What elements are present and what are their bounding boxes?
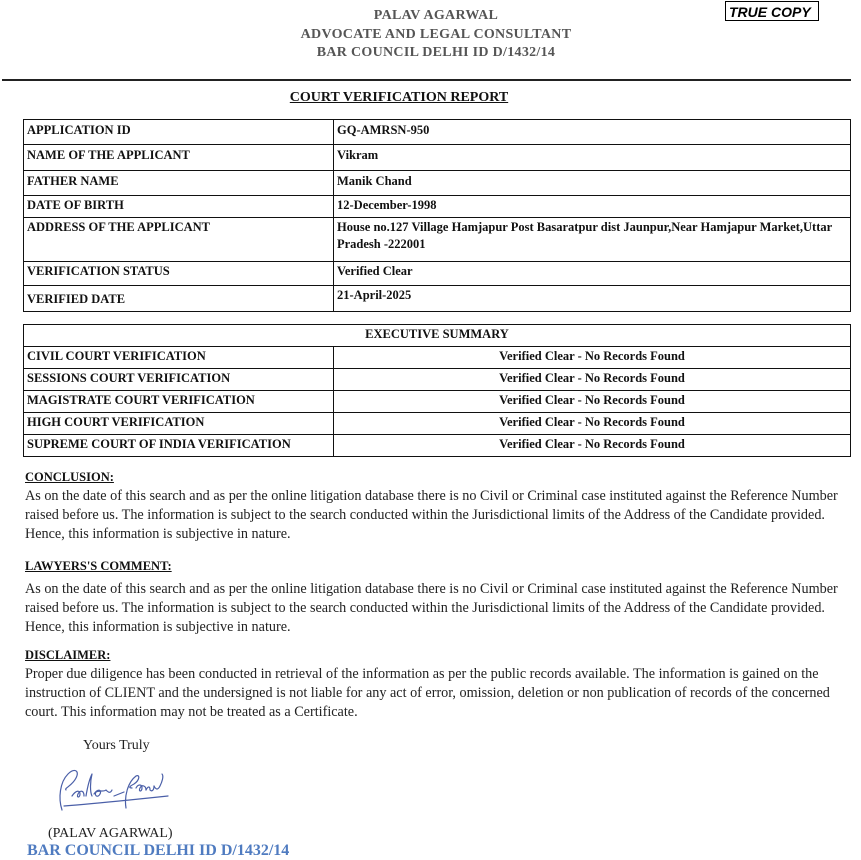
field-label: APPLICATION ID	[24, 120, 334, 145]
field-label: VERIFICATION STATUS	[24, 262, 334, 286]
table-row	[24, 171, 851, 196]
court-status: Verified Clear - No Records Found	[334, 391, 851, 413]
field-label: VERIFIED DATE	[24, 286, 334, 312]
table-row	[24, 218, 851, 262]
signatory-bar-id: BAR COUNCIL DELHI ID D/1432/14	[27, 842, 290, 859]
conclusion-text: As on the date of this search and as per the online litigation database there is no Civil or Criminal case instituted against the Reference Number raised before us. The information is subject to the search conducted within the Jurisdictional limits of the Address of the Candidate provided. Hence, this information is subjective in nature.	[25, 488, 838, 542]
table-row	[24, 391, 851, 413]
court-label: CIVIL COURT VERIFICATION	[24, 347, 334, 369]
signature-icon	[50, 760, 180, 820]
field-value: Verified Clear	[334, 262, 851, 286]
executive-summary-heading: EXECUTIVE SUMMARY	[24, 325, 851, 347]
field-value: House no.127 Village Hamjapur Post Basaratpur dist Jaunpur,Near Hamjapur Market,Uttar Pradesh -222001	[334, 218, 851, 262]
field-label: FATHER NAME	[24, 171, 334, 196]
field-label: NAME OF THE APPLICANT	[24, 145, 334, 171]
closing-salutation: Yours Truly	[83, 738, 150, 753]
field-label: ADDRESS OF THE APPLICANT	[24, 218, 334, 262]
field-value: 21-April-2025	[334, 286, 851, 312]
court-label: MAGISTRATE COURT VERIFICATION	[24, 391, 334, 413]
field-value: Manik Chand	[334, 171, 851, 196]
court-label: SUPREME COURT OF INDIA VERIFICATION	[24, 435, 334, 457]
executive-summary-table	[23, 324, 851, 457]
advocate-bar-id: BAR COUNCIL DELHI ID D/1432/14	[316, 45, 556, 60]
lawyers-comment-text: As on the date of this search and as per the online litigation database there is no Civil or Criminal case instituted against the Reference Number raised before us. The information is subject to the search conducted within the Jurisdictional limits of the Address of the Candidate provided. Hence, this information is subjective in nature.	[25, 581, 838, 635]
signature	[50, 760, 180, 825]
advocate-title: ADVOCATE AND LEGAL CONSULTANT	[300, 26, 572, 42]
table-row	[24, 347, 851, 369]
report-title: COURT VERIFICATION REPORT	[289, 90, 509, 105]
table-row	[24, 413, 851, 435]
disclaimer-heading: DISCLAIMER:	[25, 648, 111, 662]
table-row	[24, 120, 851, 145]
court-label: HIGH COURT VERIFICATION	[24, 413, 334, 435]
table-row	[24, 262, 851, 286]
table-row	[24, 435, 851, 457]
lawyers-comment-heading: LAWYERS'S COMMENT:	[25, 559, 172, 573]
court-status: Verified Clear - No Records Found	[334, 347, 851, 369]
advocate-name: PALAV AGARWAL	[373, 8, 499, 23]
field-value: Vikram	[334, 145, 851, 171]
signatory-name: (PALAV AGARWAL)	[48, 826, 173, 841]
field-label: DATE OF BIRTH	[24, 196, 334, 218]
table-row	[24, 196, 851, 218]
court-status: Verified Clear - No Records Found	[334, 435, 851, 457]
table-row	[24, 145, 851, 171]
disclaimer-text: Proper due diligence has been conducted in retrieval of the information as per the public records available. The information is gained on the instruction of CLIENT and the undersigned is not liable for any act of error, omission, deletion or non publication of records of the concerned court. This information may not be treated as a Certificate.	[25, 666, 830, 720]
court-status: Verified Clear - No Records Found	[334, 369, 851, 391]
conclusion-heading: CONCLUSION:	[25, 470, 114, 484]
letterhead	[0, 7, 861, 63]
true-copy-stamp: TRUE COPY	[725, 1, 819, 21]
table-row	[24, 286, 851, 312]
table-row	[24, 369, 851, 391]
header-divider	[2, 79, 851, 81]
table-header-row	[24, 325, 851, 347]
field-value: 12-December-1998	[334, 196, 851, 218]
court-status: Verified Clear - No Records Found	[334, 413, 851, 435]
applicant-info-table	[23, 119, 851, 312]
field-value: GQ-AMRSN-950	[334, 120, 851, 145]
court-label: SESSIONS COURT VERIFICATION	[24, 369, 334, 391]
